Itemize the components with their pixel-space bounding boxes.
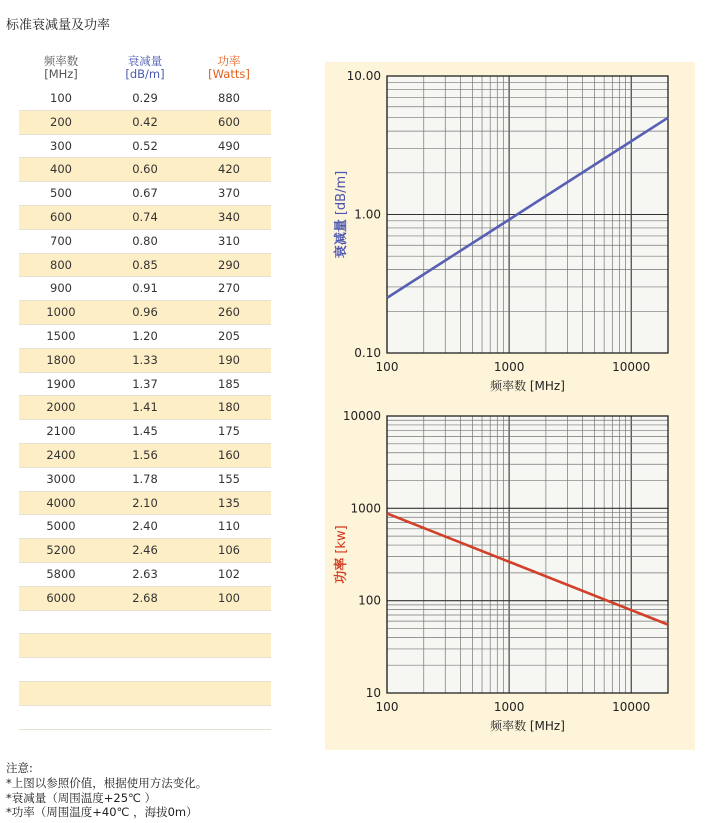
cell-freq: 1000 (46, 305, 76, 320)
cell-freq: 400 (50, 162, 72, 177)
y-tick-label: 10 (365, 686, 381, 700)
cell-atten: 0.42 (132, 114, 158, 129)
cell-atten: 0.60 (132, 162, 158, 177)
cell-power: 205 (218, 328, 240, 343)
cell-atten: 0.80 (132, 233, 158, 248)
cell-freq: 5800 (46, 566, 76, 581)
cell-atten: 0.85 (132, 257, 158, 272)
y-axis-label (333, 525, 349, 583)
header-frequency-name: 频率数 (43, 54, 79, 68)
y-tick-label: 0.10 (354, 346, 381, 360)
cell-atten: 1.41 (132, 400, 158, 415)
cell-power: 420 (218, 162, 240, 177)
cell-power: 160 (218, 447, 240, 462)
y-tick-label: 10.00 (346, 69, 381, 83)
cell-freq: 1900 (46, 376, 76, 391)
header-power-unit: [Watts] (208, 67, 250, 81)
cell-atten: 0.67 (132, 186, 158, 201)
cell-atten: 1.45 (132, 424, 158, 439)
cell-power: 270 (218, 281, 240, 296)
cell-power: 180 (218, 400, 240, 415)
y-axis-label-name: 功率 (334, 557, 349, 584)
cell-freq: 5000 (46, 519, 76, 534)
cell-atten: 2.68 (132, 590, 158, 605)
cell-freq: 1500 (46, 328, 76, 343)
x-tick-label: 1000 (493, 360, 525, 374)
cell-freq: 600 (50, 209, 72, 224)
cell-atten: 0.29 (132, 91, 158, 105)
cell-freq: 700 (50, 233, 72, 248)
y-axis-label-name: 衰减量 (334, 219, 349, 259)
cell-freq: 3000 (46, 471, 76, 486)
x-axis-label: 频率数 [MHz] (490, 719, 565, 733)
cell-freq: 6000 (46, 590, 76, 605)
cell-power: 340 (218, 209, 240, 224)
cell-atten: 2.63 (132, 566, 158, 581)
note-line: 注意: (6, 761, 33, 775)
x-axis-label: 频率数 [MHz] (490, 379, 565, 393)
cell-atten: 1.78 (132, 471, 158, 486)
cell-power: 102 (218, 566, 240, 581)
cell-power: 260 (218, 305, 240, 320)
note-line: *衰减量（周围温度+25℃ ） (6, 790, 157, 805)
cell-freq: 100 (50, 91, 72, 105)
cell-power: 106 (218, 543, 240, 558)
cell-power: 310 (218, 233, 240, 248)
cell-power: 185 (218, 376, 240, 391)
cell-power: 880 (218, 91, 240, 105)
cell-atten: 2.40 (132, 519, 158, 534)
x-tick-label: 10000 (612, 360, 651, 374)
cell-atten: 2.46 (132, 543, 158, 558)
header-frequency-unit: [MHz] (44, 67, 78, 81)
cell-power: 190 (218, 352, 240, 367)
header-attenuation-name: 衰减量 (127, 54, 163, 68)
cell-freq: 300 (50, 138, 72, 153)
cell-power: 135 (218, 495, 240, 510)
header-attenuation-unit: [dB/m] (125, 67, 165, 81)
cell-power: 370 (218, 186, 240, 201)
y-tick-label: 10000 (342, 409, 381, 423)
cell-freq: 200 (50, 114, 72, 129)
cell-freq: 2000 (46, 400, 76, 415)
y-tick-label: 1000 (350, 501, 381, 516)
cell-freq: 900 (50, 281, 72, 296)
header-power-name: 功率 (217, 54, 241, 68)
note-line: *功率（周围温度+40℃ ，海拔0m） (6, 805, 198, 820)
cell-power: 100 (218, 590, 240, 605)
cell-atten: 1.37 (132, 376, 158, 391)
cell-power: 110 (218, 519, 240, 534)
cell-power: 155 (218, 471, 240, 486)
cell-freq: 2100 (46, 424, 76, 439)
cell-atten: 2.10 (132, 495, 158, 510)
cell-atten: 1.56 (132, 447, 158, 462)
y-axis-label (333, 171, 349, 258)
cell-atten: 0.52 (132, 138, 158, 153)
x-tick-label: 10000 (612, 700, 651, 714)
cell-power: 600 (218, 114, 240, 129)
cell-freq: 800 (50, 257, 72, 272)
cell-freq: 5200 (46, 543, 76, 558)
cell-freq: 500 (50, 186, 72, 201)
cell-atten: 1.33 (132, 352, 158, 367)
cell-atten: 1.20 (132, 328, 158, 343)
x-tick-label: 100 (375, 360, 399, 374)
y-axis-label-unit: [dB/m] (334, 170, 349, 216)
notes (6, 761, 207, 820)
y-tick-label: 1.00 (354, 207, 381, 222)
x-tick-label: 1000 (493, 700, 525, 714)
x-tick-label: 100 (375, 700, 399, 714)
note-line: *上图以参照价值，根据使用方法变化。 (6, 775, 208, 790)
cell-power: 290 (218, 257, 240, 272)
cell-atten: 0.91 (132, 281, 158, 296)
y-axis-label-unit: [kw] (334, 525, 349, 554)
cell-power: 175 (218, 424, 240, 439)
cell-freq: 4000 (46, 495, 76, 510)
cell-freq: 2400 (46, 447, 76, 462)
cell-atten: 0.96 (132, 305, 158, 320)
cell-atten: 0.74 (132, 209, 158, 224)
cell-power: 490 (218, 138, 240, 153)
y-tick-label: 100 (358, 593, 381, 608)
cell-freq: 1800 (46, 352, 76, 367)
page-title: 标准衰减量及功率 (6, 18, 111, 33)
